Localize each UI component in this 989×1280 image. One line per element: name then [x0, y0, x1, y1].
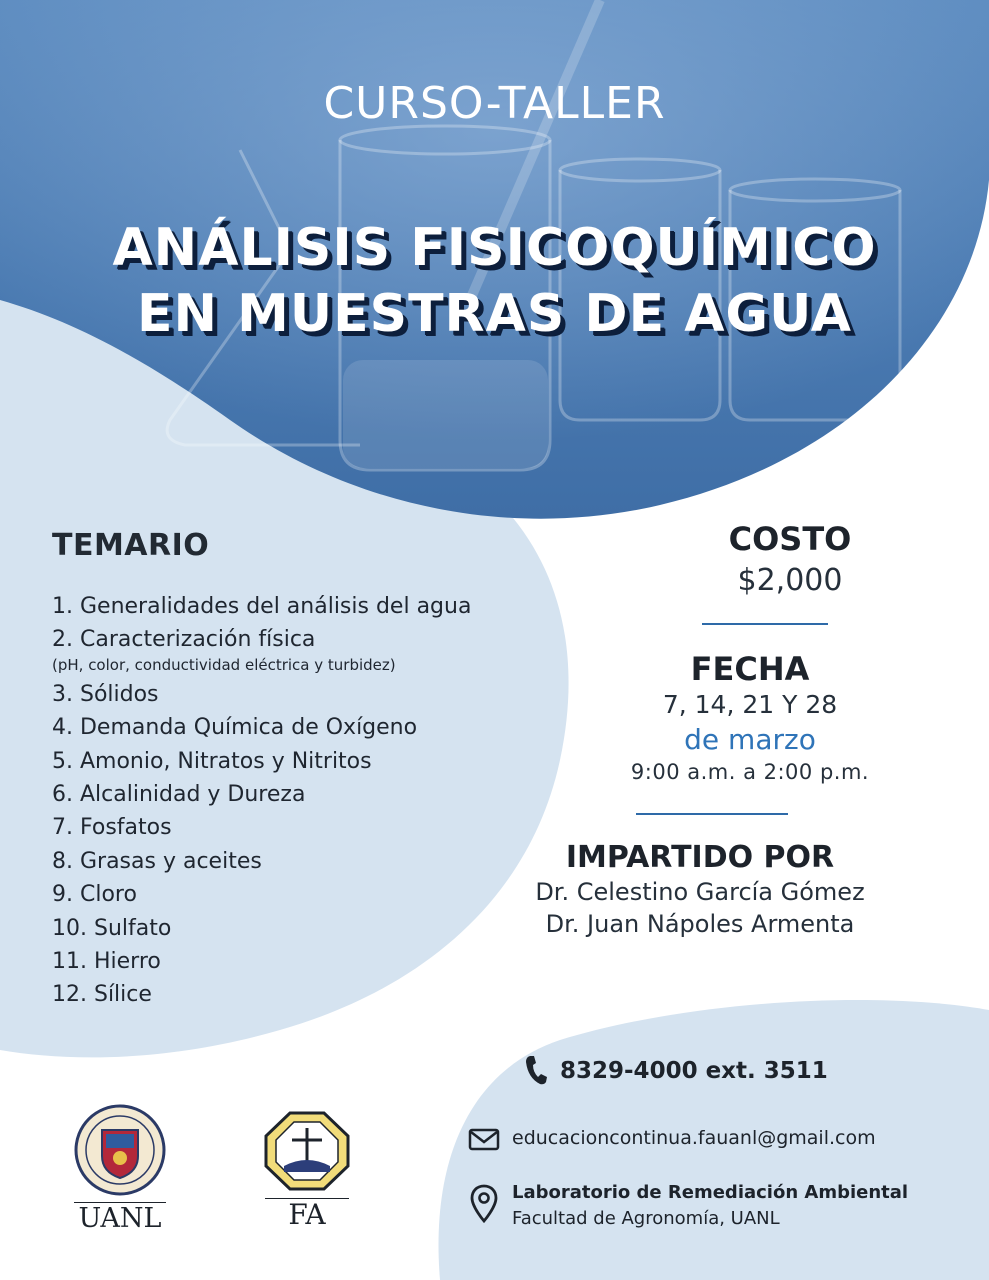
date-days: 7, 14, 21 Y 28	[662, 690, 838, 719]
temario-item: 8. Grasas y aceites	[52, 848, 262, 874]
uanl-seal-icon	[72, 1104, 168, 1196]
course-title-line-1: ANÁLISIS FISICOQUÍMICO	[112, 218, 877, 278]
cost-value: $2,000	[737, 563, 843, 598]
temario-item: 5. Amonio, Nitratos y Nitritos	[52, 748, 372, 774]
fa-logo-text: FA	[288, 1198, 326, 1231]
course-title-line-2: EN MUESTRAS DE AGUA	[137, 284, 852, 344]
uanl-logo-text: UANL	[78, 1203, 162, 1234]
temario-item: 11. Hierro	[52, 949, 161, 975]
temario-heading: TEMARIO	[52, 528, 210, 563]
phone-icon	[524, 1054, 548, 1086]
location-pin-icon	[470, 1184, 498, 1224]
temario-item	[52, 623, 572, 676]
temario-item-label: 2. Caracterización física	[52, 627, 316, 653]
mail-icon	[468, 1128, 500, 1152]
divider	[702, 623, 828, 625]
date-heading: FECHA	[690, 650, 810, 688]
instructors-heading: IMPARTIDO POR	[565, 840, 835, 875]
temario-list	[52, 590, 572, 1012]
temario-item: 4. Demanda Química de Oxígeno	[52, 715, 418, 741]
date-month: de marzo	[684, 723, 816, 756]
temario-item: 12. Sílice	[52, 982, 152, 1008]
temario-item: 7. Fosfatos	[52, 815, 172, 841]
fa-seal-icon	[262, 1110, 352, 1192]
fa-logo	[262, 1110, 352, 1231]
course-type-label: CURSO-TALLER	[323, 78, 666, 129]
instructor-name: Dr. Celestino García Gómez	[535, 878, 865, 906]
date-time: 9:00 a.m. a 2:00 p.m.	[630, 760, 870, 784]
email-address[interactable]: educacioncontinua.fauanl@gmail.com	[512, 1127, 876, 1149]
instructor-name: Dr. Juan Nápoles Armenta	[545, 910, 855, 938]
cost-heading: COSTO	[728, 520, 852, 558]
temario-item: 1. Generalidades del análisis del agua	[52, 594, 472, 619]
phone-number[interactable]: 8329-4000 ext. 3511	[560, 1058, 828, 1084]
uanl-logo	[72, 1104, 168, 1235]
location-detail: Facultad de Agronomía, UANL	[512, 1208, 780, 1229]
temario-item: 10. Sulfato	[52, 915, 172, 941]
temario-item: 9. Cloro	[52, 882, 137, 908]
temario-item: 6. Alcalinidad y Dureza	[52, 782, 306, 808]
temario-item: 3. Sólidos	[52, 681, 159, 707]
divider	[636, 813, 788, 815]
location-name: Laboratorio de Remediación Ambiental	[512, 1182, 909, 1203]
temario-item-subnote: (pH, color, conductividad eléctrica y turbidez)	[52, 655, 396, 674]
